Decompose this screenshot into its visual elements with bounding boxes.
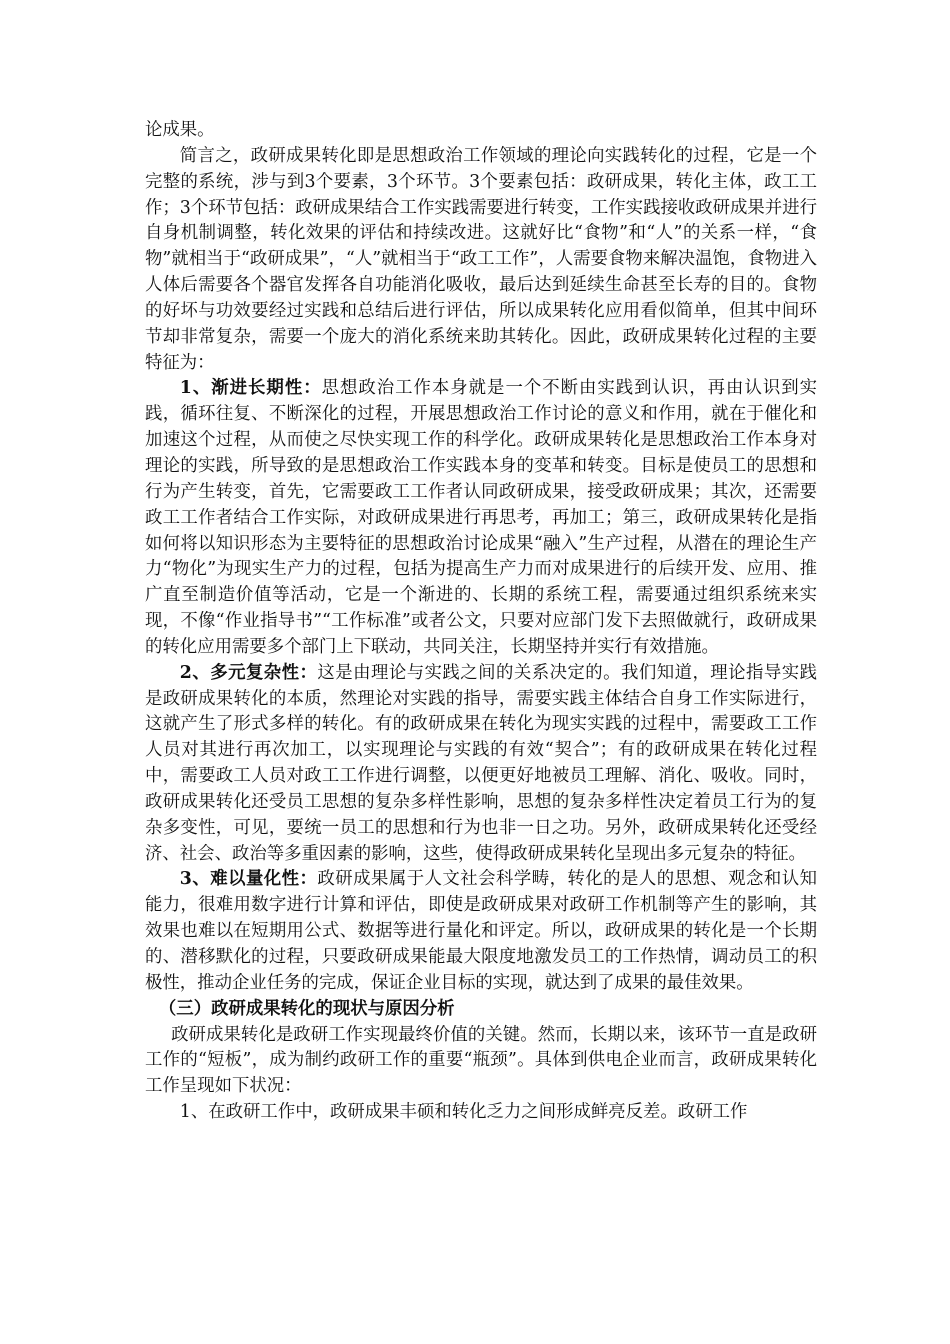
feature-3-title: 3、难以量化性： <box>179 869 318 890</box>
section-heading: （三）政研成果转化的现状与原因分析 <box>158 998 455 1019</box>
paragraph-status: 政研成果转化是政研工作实现最终价值的关键。然而，长期以来，该环节一直是政研工作的“短板”，成为制约政研工作的重要“瓶颈”。具体到供电企业而言，政研成果转化工作呈现如下状况： <box>145 1024 817 1097</box>
paragraph-summary: 简言之，政研成果转化即是思想政治工作领域的理论向实践转化的过程，它是一个完整的系统，涉与到3个要素，3个环节。3个要素包括：政研成果，转化主体，政工工作；3个环节包括：政研成果结合工作实践需要进行转变，工作实践接收政研成果并进行自身机制调整，转化效果的评估和持续改进。这就好比“食物”和“人”的关系一样，“食物”就相当于“政研成果”，“人”就相当于“政工工作”，人需要食物来解决温饱，食物进入人体后需要各个器官发挥各自功能消化吸收，最后达到延续生命甚至长寿的目的。食物的好坏与功效要经过实践和总结后进行评估，所以成果转化应用看似简单，但其中间环节却非常复杂，需要一个庞大的消化系统来助其转化。因此，政研成果转化过程的主要特征为： <box>145 145 817 373</box>
feature-1-paragraph <box>145 376 817 660</box>
paragraph-last-line: 1、在政研工作中，政研成果丰硕和转化乏力之间形成鲜亮反差。政研工作 <box>179 1102 748 1123</box>
document-page <box>145 118 817 1126</box>
feature-2-title: 2、多元复杂性： <box>179 662 318 683</box>
feature-3-paragraph <box>145 867 817 996</box>
feature-2-body: 这是由理论与实践之间的关系决定的。我们知道，理论指导实践是政研成果转化的本质，然理论对实践的指导，需要实践主体结合自身工作实际进行，这就产生了形式多样的转化。有的政研成果在转化为现实实践的过程中，需要政工工作人员对其进行再次加工，以实现理论与实践的有效“契合”；有的政研成果在转化过程中，需要政工人员对政工工作进行调整，以便更好地被员工理解、消化、吸收。同时，政研成果转化还受员工思想的复杂多样性影响，思想的复杂多样性决定着员工行为的复杂多变性，可见，要统一员工的思想和行为也非一日之功。另外，政研成果转化还受经济、社会、政治等多重因素的影响，这些，使得政研成果转化呈现出多元复杂的特征。 <box>145 662 817 864</box>
feature-1-title: 1、渐进长期性： <box>179 378 322 399</box>
feature-3-body: 政研成果属于人文社会科学畴，转化的是人的思想、观念和认知能力，很难用数字进行计算和评估，即使是政研成果对政研工作机制等产生的影响，其效果也难以在短期用公式、数据等进行量化和评定。所以，政研成果的转化是一个长期的、潜移默化的过程，只要政研成果能最大限度地激发员工的工作热情，调动员工的积极性，推动企业任务的完成，保证企业目标的实现，就达到了成果的最佳效果。 <box>145 869 817 993</box>
feature-2-paragraph <box>145 661 817 868</box>
paragraph-continuation: 论成果。 <box>145 120 215 140</box>
feature-1-body: 思想政治工作本身就是一个不断由实践到认识，再由认识到实践，循环往复、不断深化的过程，开展思想政治工作讨论的意义和作用，就在于催化和加速这个过程，从而使之尽快实现工作的科学化。政研成果转化是思想政治工作本身对理论的实践，所导致的是思想政治工作实践本身的变革和转变。目标是使员工的思想和行为产生转变，首先，它需要政工工作者认同政研成果，接受政研成果；其次，还需要政工工作者结合工作实际，对政研成果进行再思考，再加工；第三，政研成果转化是指如何将以知识形态为主要特征的思想政治讨论成果“融入”生产过程，从潜在的理论生产力“物化”为现实生产力的过程，包括为提高生产力而对成果进行的后续开发、应用、推广直至制造价值等活动，它是一个渐进的、长期的系统工程，需要通过组织系统来实现，不像“作业指导书”“工作标准”或者公文，只要对应部门发下去照做就行，政研成果的转化应用需要多个部门上下联动，共同关注，长期坚持并实行有效措施。 <box>145 378 817 657</box>
